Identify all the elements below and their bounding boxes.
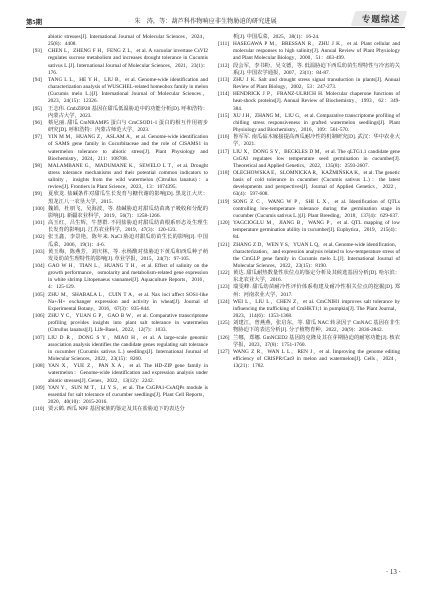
reference-number: [116] <box>218 134 230 141</box>
reference-number: [94] <box>33 76 42 83</box>
reference-text: 王志伟. CmbZIP28 基因在甜瓜低温胁迫中的功能分析[D]. 呼和浩特：内蒙古大学，2023. <box>48 105 208 119</box>
reference-text: 贾云鹤. 西瓜 NPF 基因家族的鉴定及其在盐胁迫下的表达分 <box>48 406 185 413</box>
reference-number: [93] <box>33 48 42 55</box>
reference-entry <box>33 34 208 48</box>
reference-number: [99] <box>33 191 42 198</box>
reference-entry <box>218 41 400 62</box>
reference-text: 刘建江，曾燕燕，张启东，等. 甜瓜 NAC 转录因子 CmNAC 基因在非生物胁迫下的表达分析[J]. 分子植物育种，2022，20(9)：2836-2842. <box>233 320 400 334</box>
reference-number: [100] <box>33 205 45 212</box>
reference-entry <box>33 406 208 413</box>
reference-entry <box>33 385 208 406</box>
reference-entry <box>33 48 208 77</box>
reference-entry <box>33 363 208 384</box>
reference-entry <box>33 234 208 248</box>
reference-entry <box>218 63 400 77</box>
reference-entry <box>33 120 208 134</box>
reference-number: [120] <box>218 220 230 227</box>
reference-entry <box>218 270 400 284</box>
reference-entry <box>218 113 400 134</box>
reference-entry <box>33 163 208 192</box>
reference-entry <box>33 106 208 120</box>
reference-text: 析[J]. 中国瓜菜，2025，38(1)：16-24. <box>233 34 320 40</box>
reference-text: CHEN L，ZHENG F H，FENG Z L，et al. A vacuolar invertase CsVI2 regulates sucrose metabolism and increases drought tolerance in Cucumis sativus L.[J]. International Journal of Molecular Sciences，2021，23(1)：176. <box>48 48 208 76</box>
reference-entry <box>218 134 400 148</box>
reference-text: ZHU J K. Salt and drought stress signal transduction in plants[J]. Annual Review of Plant Biology，2002，53：247-273. <box>233 76 400 91</box>
reference-entry <box>218 320 400 334</box>
reference-text: HENDRICK J P，FRANZ-ULRICH H. Molecular chaperone functions of heat-shock proteins[J]. Annual Review of Biochemistry，1993，62：349-384. <box>233 91 400 112</box>
reference-text: LIU X，DONG S Y，BECKLES D M，et al. The qLTG1.1 candidate gene CsGAI regulates low temperature seed germination in cucumber[J]. Theoretical and Applied Genetics，2022，135(8)：2593-2607. <box>233 148 400 169</box>
reference-number: [107] <box>33 334 45 341</box>
reference-number: [114] <box>218 91 230 98</box>
reference-number: [98] <box>33 162 42 169</box>
page-number: · 13 · <box>385 568 401 576</box>
reference-text: WANG Z R，WAN L L，REN J，et al. Improving the genome editing efficiency of CRISPR/Cas9 in melon and watermelon[J]. Cells，2024，13(21)：1782. <box>233 348 400 370</box>
reference-entry <box>33 134 208 163</box>
reference-number: [97] <box>33 134 42 141</box>
reference-entry <box>218 335 400 349</box>
reference-entry <box>218 91 400 112</box>
reference-number: [127] <box>218 348 230 355</box>
reference-text: 魏娟，杜朋飞，吴海波，等. 盐碱胁迫对甜瓜幼苗离子吸收和分配的影响[J]. 新疆农业科学，2019，56(7)：1258-1266. <box>48 205 208 219</box>
reference-text: 段会军，李书粉，吴文德，等. 低温胁迫下西瓜幼苗生理特性与冷害的关系[J]. 中国农学通报，2007，23(1)：84-87. <box>233 62 400 76</box>
reference-number: [101] <box>33 220 45 227</box>
reference-number: [119] <box>218 198 230 205</box>
reference-text: OLECHOWSKA E，SLOMNICKA R，KAŹMIŃSKA K，et al. The genetic basis of cold tolerance in cucumber (Cucumis sativus L.)：the latest developments and perspectives[J]. Journal of Applied Genetics，2022，63(4)：597-608. <box>233 169 400 198</box>
running-title: 朱 涛，等：葫芦科作物响应非生物胁迫的研究进展 <box>134 18 277 25</box>
issue-label: 第5期 <box>26 19 42 26</box>
reference-text: WEI L，LIU L，CHEN Z，et al. CmCNIH1 improves salt tolerance by influencing the trafficking of CmHKT1;1 in pumpkin[J]. The Plant Journal，2023，114(6)：1353-1368. <box>233 298 400 320</box>
reference-text: 蔡尼丽. 甜瓜 CmNRAMP5 蛋白与 CmCSOD1-1 蛋白的相互作用初步研究[D]. 呼和浩特：内蒙古师范大学，2023. <box>48 119 208 134</box>
left-reference-column <box>33 34 208 413</box>
reference-text: 黄达. 甜瓜耐热数量性状位点的鉴定分析及其候选基因分析[D]. 哈尔滨：东北农业大学，2016. <box>233 270 400 284</box>
badge-label: 专题综述 <box>361 14 401 24</box>
reference-number: [117] <box>218 148 230 155</box>
reference-text: XU J H，ZHANG M，LIU G，et al. Comparative transcriptome profiling of chilling stress responsiveness in grafted watermelon seedlings[J]. Plant Physiology and Biochemistry，2016，109：561-570. <box>233 112 400 134</box>
reference-text: ZHU Y C，YUAN G P，GAO B W，et al. Comparative transcriptome profiling provides insights into plant salt tolerance in watermelon (Citrullus lanatus)[J]. Life-Basel，2022，12(7)：1033. <box>48 313 208 334</box>
reference-text: 张玉鑫，李景艳，陈年来. NaCl 胁迫对甜瓜幼苗生长的影响[J]. 中国瓜菜，2006，19(1)：4-6. <box>48 234 208 248</box>
reference-number: [103] <box>33 248 45 255</box>
reference-entry <box>33 220 208 234</box>
reference-number: [95] <box>33 105 42 112</box>
reference-entry <box>33 263 208 292</box>
reference-entry <box>218 77 400 91</box>
right-reference-column <box>218 34 400 370</box>
reference-number: [104] <box>33 263 45 269</box>
reference-entry <box>218 220 400 241</box>
reference-number: [122] <box>218 270 230 277</box>
reference-number: [105] <box>33 291 45 298</box>
reference-entry <box>218 242 400 271</box>
reference-text: GAO W H，TIAN L，HUANG T H，et al. Effect of salinity on the growth performance，osmolarity and metabolism-related gene expression in white shrimp Litopenaeus vannamei[J]. Aquaculture Reports，2016，4：125-129. <box>48 263 208 291</box>
reference-text: 夏欣龙. 盐碱条件对甜瓜生长发育与糖代谢的影响[D]. 黑龙江大庆：黑龙江八一农垦大学，2015. <box>48 191 208 205</box>
reference-entry <box>33 335 208 364</box>
reference-entry <box>218 349 400 370</box>
section-badge <box>345 11 405 26</box>
reference-number: [126] <box>218 334 230 341</box>
reference-entry <box>33 206 208 220</box>
reference-entry <box>218 199 400 220</box>
reference-text: LIU D R，DONG S Y，MIAO H，et al. A large-scale genomic association analysis identifies the candidate genes regulating salt tolerance in cucumber (Cucumis sativus L.) seedlings[J]. International Journal of Molecular Sciences，2022，23(15)：8260. <box>48 334 208 363</box>
reference-text: YAGCIOGLU M，JIANG B，WANG P，et al. QTL mapping of low temperature germination ability in cucumber[J]. Euphytica，2019，215(4)：84. <box>233 220 400 241</box>
reference-number: [118] <box>218 169 230 176</box>
reference-number: [115] <box>218 112 230 119</box>
reference-number: [113] <box>218 76 230 83</box>
reference-number: [112] <box>218 62 230 69</box>
reference-text: YAN Y，SUN M T，LI Y S，et al. The CsGPA1-CsAQPs module is essential for salt tolerance of cucumber seedlings[J]. Plant Cell Reports，2020，40(10)：2015-2016. <box>48 384 208 405</box>
header-rule <box>26 27 405 28</box>
reference-entry <box>33 191 208 205</box>
reference-entry <box>218 149 400 170</box>
reference-number: [106] <box>33 313 45 320</box>
reference-text: TANG L L，HE Y H，LIU B，et al. Genome-wide identification and characterization analysis of WUSCHEL-related homeobox family in melon (Cucumis melo L.)[J]. International Journal of Molecular Sciences，2023，24(15)：12326. <box>48 76 208 105</box>
reference-text: 黄玉梅，陈燕芳，刘庆林，等. 水杨酸对盐胁迫下黄瓜和西瓜种子萌发及幼苗生理特性的影响[J]. 草业学报，2015，24(7)：97-105. <box>48 248 208 262</box>
reference-entry <box>218 284 400 298</box>
reference-text: 鲁军军. 南瓜砧木嫁接提高西瓜耐冷性的机制研究[D]. 武汉：华中农业大学，2021. <box>233 134 400 148</box>
reference-text: 瑞雯峰. 甜瓜幼苗耐冷性评价体系构建及耐冷性相关位点的挖掘[D]. 郑州：河南农业大学，2017. <box>233 284 400 298</box>
reference-number: [111] <box>218 41 230 48</box>
page-header <box>26 8 405 26</box>
reference-text: 高玉红，吕生辉，牛慧群. 不同盐胁迫对甜瓜幼苗根系形态及生理生长发育的影响[J]. 江苏农业科学，2019，47(3)：120-123. <box>48 220 208 234</box>
reference-entry <box>218 34 400 41</box>
reference-text: YIN M M，HUANG Z，ASLAM A，et al. Genome-wide identification of SAMS gene family in Cucurbitaceae and the role of ClSAMS1 in watermelon tolerance to abiotic stress[J]. Plant Physiology and Biochemistry，2024，211：108708. <box>48 134 208 162</box>
reference-number: [102] <box>33 234 45 241</box>
reference-entry <box>218 299 400 320</box>
reference-number: [124] <box>218 298 230 305</box>
reference-number: [109] <box>33 384 45 391</box>
reference-text: YAN X，YUE Z，PAN X A，et al. The HD-ZIP gene family in watermelon：Genome-wide identification and expression analysis under abiotic stresses[J]. Genes，2022，13(12)：2242. <box>48 363 208 384</box>
reference-text: 兰娜，郑娜. GmNCED2 基因的克隆及其在芽期胁迫的耐寒功能[J]. 核农学报，2023，37(8)：1751-1760. <box>233 334 400 348</box>
reference-number: [110] <box>33 406 45 413</box>
reference-text: MALAMBANE G，MADUMANE K，SEWELO L T，et al. Drought stress tolerance mechanisms and their potential common indicators to salinity，insights from the wild watermelon (Citrullus lanatus)：a review[J]. Frontiers in Plant Science，2023，13：1074395. <box>48 162 208 191</box>
reference-text: ZHU M，SHABALA L，CUIN T A，et al. Nax loci affect SOS1-like Na+/H+ exchanger expression and activity in wheat[J]. Journal of Experimental Botany，2016，67(3)：835-844. <box>48 291 208 312</box>
reference-entry <box>33 313 208 334</box>
reference-entry <box>33 77 208 106</box>
reference-number: [123] <box>218 284 230 291</box>
reference-number: [125] <box>218 320 230 327</box>
reference-number: [108] <box>33 363 45 370</box>
reference-text: SONG Z C，WANG W P，SHI L X，et al. Identification of QTLs controlling low-temperature tolerance during the germination stage in cucumber (Cucumis sativus L.)[J]. Plant Breeding，2018，137(4)：629-637. <box>233 198 400 219</box>
reference-text: HASEGAWA P M，BRESSAN R，ZHU J K，et al. Plant cellular and molecular responses to high salinity[J]. Annual Review of Plant Physiology and Plant Molecular Biology，2000，51：463-499. <box>233 41 400 62</box>
reference-text: ZHANG Z D，WEN Y S，YUAN L Q，et al. Genome-wide identification，characterization，and expression analysis related to low-temperature stress of the CmGLP gene family in Cucumis melo L.[J]. International Journal of Molecular Sciences，2022，23(15)：8190. <box>233 241 400 269</box>
reference-number: [96] <box>33 119 42 126</box>
reference-number: [121] <box>218 241 230 248</box>
reference-entry <box>33 292 208 313</box>
reference-entry <box>33 249 208 263</box>
reference-text: abiotic stresses[J]. International Journal of Molecular Sciences，2024，25(8)：4408. <box>48 34 208 48</box>
reference-entry <box>218 170 400 199</box>
